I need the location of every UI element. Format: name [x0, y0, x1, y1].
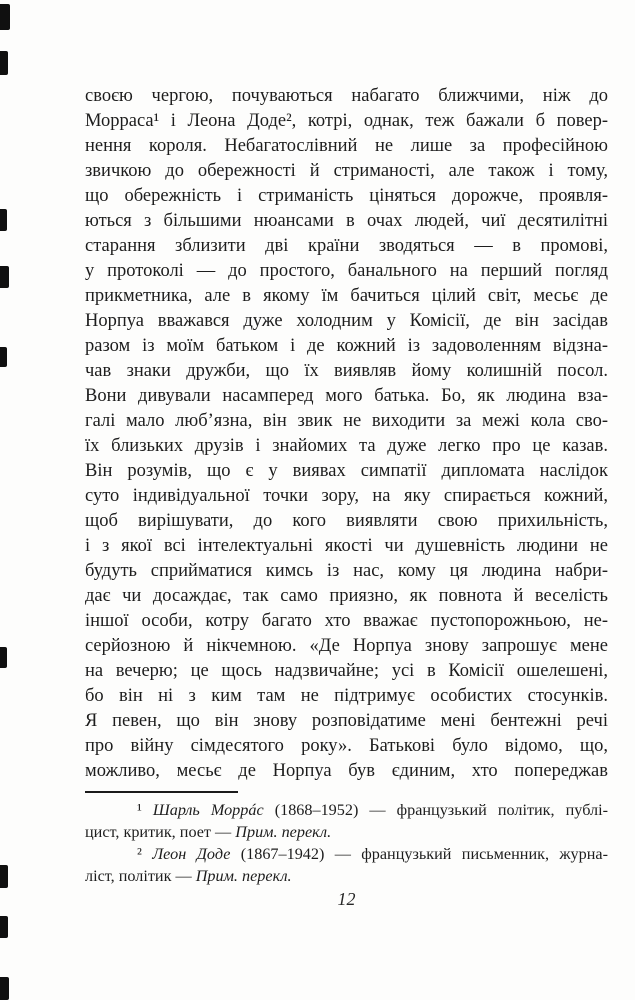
body-text	[85, 84, 608, 784]
scan-mark	[0, 977, 9, 1000]
text-line: бо він ні з ким там не підтримує особистих стосунків.	[85, 686, 608, 706]
footnote-line: ¹ Шарль Моррáс (1868–1952) — французький політик, публі-	[137, 801, 608, 819]
text-line: іншої особи, котру багато хто вважає пустопорожньою, не-	[85, 611, 608, 631]
text-line: будуть сприйматися кимсь із нас, кому ця людина набри-	[85, 561, 608, 581]
text-line: у протоколі — до простого, банального на перший погляд	[85, 261, 608, 281]
text-line: про війну сімдесятого року». Батькові було відомо, що,	[85, 736, 608, 756]
text-line: суто індивідуальної точки зору, на яку спирається кожний,	[85, 486, 608, 506]
page-number: 12	[337, 889, 356, 909]
text-line: ються з більшими нюансами в очах людей, чиї десятилітні	[85, 211, 608, 231]
text-line: що обережність і стриманість ціняться дорожче, проявля-	[85, 186, 608, 206]
text-line: своєю чергою, почуваються набагато ближчими, ніж до	[85, 86, 608, 106]
scan-mark	[0, 647, 7, 668]
text-line: Норпуа вважався дуже холодним у Комісії, де він засідав	[85, 311, 608, 331]
scan-mark	[0, 4, 10, 30]
text-line: серйозною й нікчемною. «Де Норпуа знову запрошує мене	[85, 636, 608, 656]
text-line: Я певен, що він знову розповідатиме мені бентежні речі	[85, 711, 608, 731]
text-line: чав знаки дружби, що їх виявляв йому колишній посол.	[85, 361, 608, 381]
text-line: старання зблизити дві країни зводяться — в промові,	[85, 236, 608, 256]
text-line: і з якої всі інтелектуальні якості чи душевність людини не	[85, 536, 608, 556]
text-line: галі мало люб’язна, він звик не виходити за межі кола сво-	[85, 411, 608, 431]
footnote-line: ² Леон Доде (1867–1942) — французький письменник, журна-	[137, 845, 608, 863]
scan-mark	[0, 266, 9, 288]
scan-mark	[0, 51, 8, 75]
text-line: Він розумів, що є у виявах симпатії дипломата наслідок	[85, 461, 608, 481]
text-line: можливо, месьє де Норпуа був єдиним, хто попереджав	[85, 761, 608, 781]
text-line: звичкою до обережності й стриманості, але також і тому,	[85, 161, 608, 181]
scan-mark	[0, 916, 8, 938]
footnote-separator	[85, 791, 238, 793]
footnote-line: цист, критик, поет — Прим. перекл.	[85, 823, 332, 841]
text-line: Морраса¹ і Леона Доде², котрі, однак, теж бажали б повер-	[85, 111, 608, 131]
scan-mark	[0, 865, 8, 888]
text-line: їх близьких друзів і знайомих та дуже легко про це казав.	[85, 436, 608, 456]
text-line: прикметника, але в якому їм бачиться цілий світ, месьє де	[85, 286, 608, 306]
scan-mark	[0, 209, 7, 231]
text-line: на вечерю; це щось надзвичайне; усі в Комісії ошелешені,	[85, 661, 608, 681]
text-line: Вони дивували насамперед мого батька. Бо, як людина вза-	[85, 386, 608, 406]
text-line: дає чи досаждає, так само приязно, як повнота й веселість	[85, 586, 608, 606]
text-line: разом із моїм батьком і де кожний із задоволенням відзна-	[85, 336, 608, 356]
footnotes	[85, 799, 608, 887]
footnote-line: ліст, політик — Прим. перекл.	[85, 867, 292, 885]
text-line: нення короля. Небагатослівний не лише за професійною	[85, 136, 608, 156]
text-line: щоб вирішувати, до кого виявляти свою прихильність,	[85, 511, 608, 531]
scan-mark	[0, 347, 7, 367]
